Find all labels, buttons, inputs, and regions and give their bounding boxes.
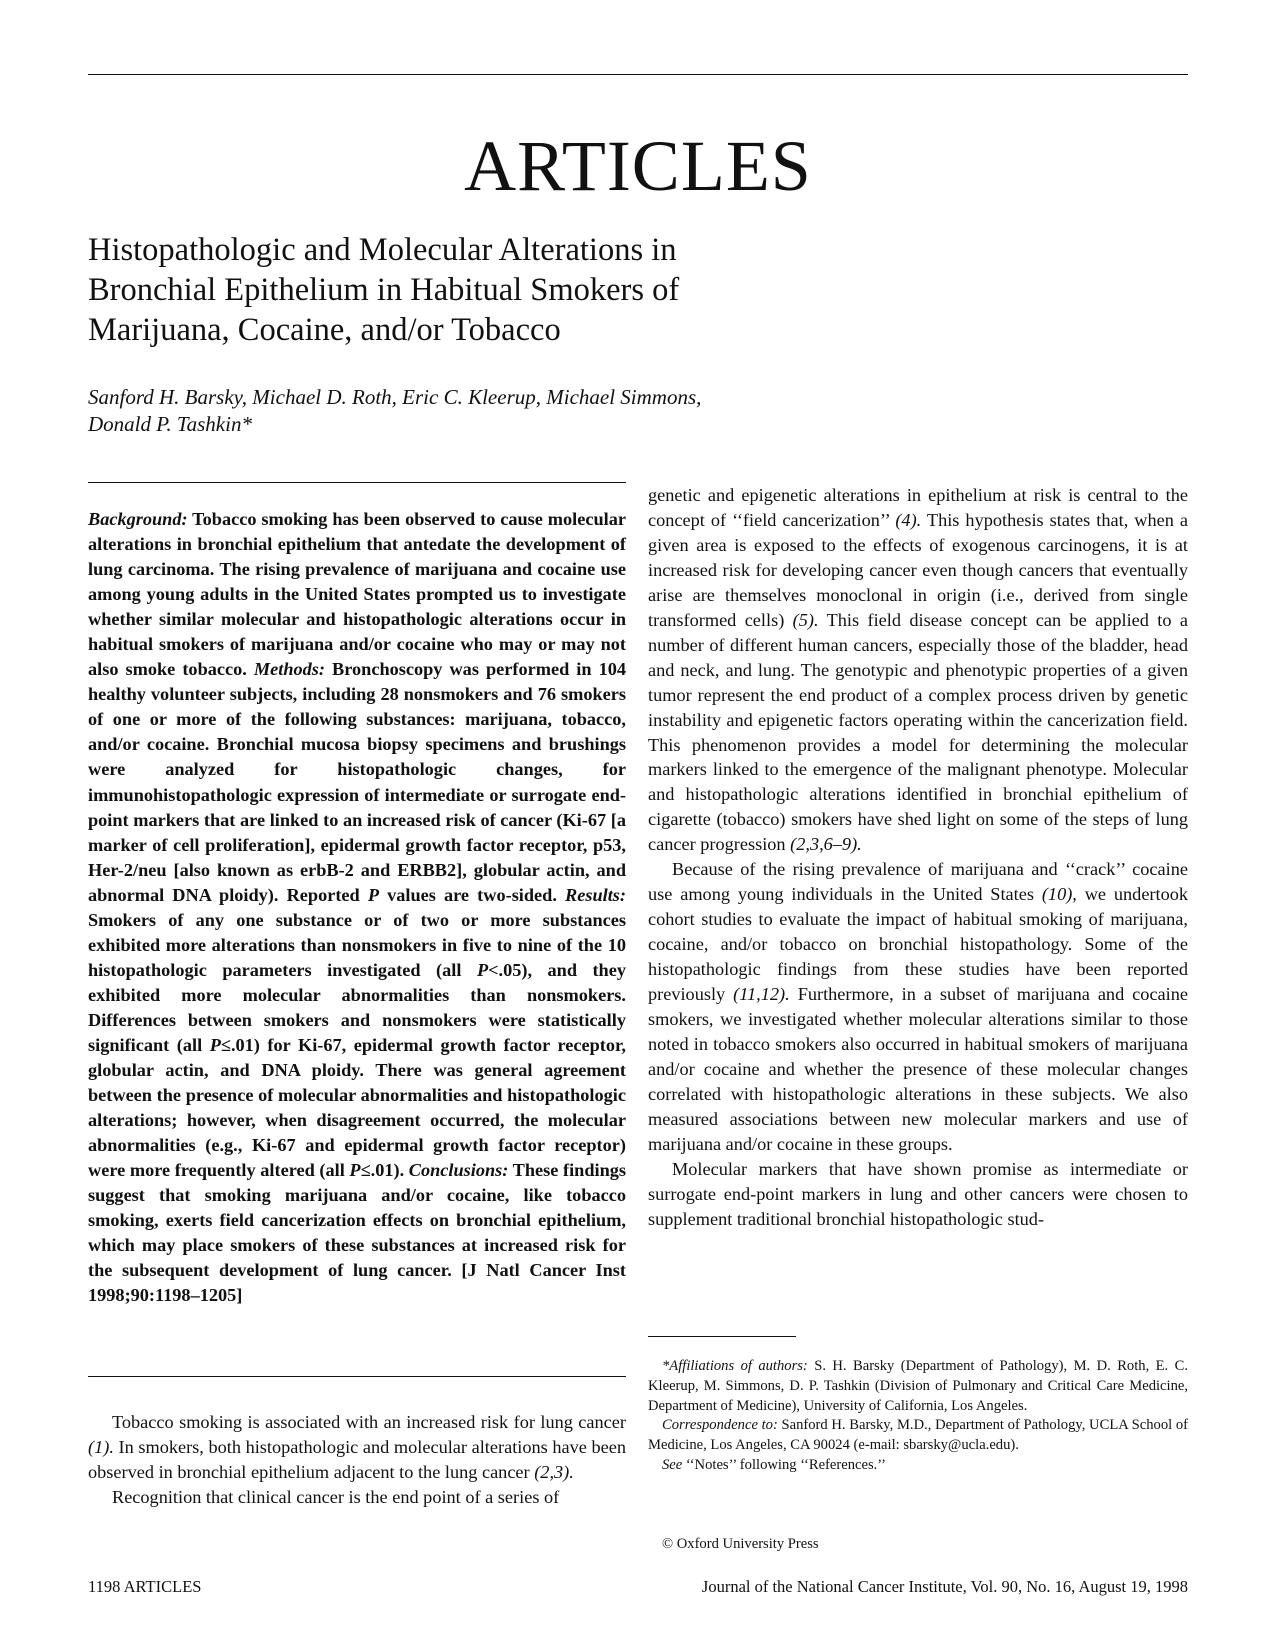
background-text: Tobacco smoking has been observed to cause molecular alterations in bronchial epithelium that antedate the development of lung carcinoma. The rising prevalence of marijuana and cocaine use among young adults in the United States prompted us to investigate whether similar molecular and histopathologic alterations occur in habitual smokers of marijuana and/or cocaine who may or may not also smoke tobacco. xyxy=(88,509,626,680)
title-line: Bronchial Epithelium in Habitual Smokers of xyxy=(88,272,680,308)
abstract-bottom-rule xyxy=(88,1376,626,1377)
results-text: ≤.01). xyxy=(360,1160,405,1181)
footnote-label: See xyxy=(662,1456,683,1473)
footnote-label: *Affiliations of authors: xyxy=(662,1358,808,1374)
title-line: Histopathologic and Molecular Alterations in xyxy=(88,232,677,268)
footnote-text: S. H. Barsky (Department of Pathology), M. D. Roth, E. C. Kleerup, M. Simmons, D. P. Tashkin (Division of Pulmonary and Critical Care Medicine, Department of Medicine), University of California, Los Angeles. xyxy=(648,1358,1188,1414)
background-label: Background: xyxy=(88,509,188,529)
p-value-symbol: P xyxy=(209,1034,221,1055)
p-value-symbol: P xyxy=(367,884,379,905)
article-title xyxy=(88,230,788,350)
body-paragraph: Recognition that clinical cancer is the end point of a series of xyxy=(112,1486,560,1507)
correspondence-footnote xyxy=(648,1416,1188,1456)
body-text: we undertook cohort studies to evaluate the impact of habitual smoking of marijuana, cocaine, and/or tobacco on bronchial histopathology. Some of the histopathologic findings from these studies have been reported previously xyxy=(648,884,1189,1005)
top-rule xyxy=(88,74,1188,75)
body-paragraph xyxy=(88,1410,626,1485)
methods-text: Bronchoscopy was performed in 104 healthy volunteer subjects, including 28 nonsmokers and 76 smokers of one or more of the following substances: marijuana, tobacco, and/or cocaine. Bronchial mucosa biopsy specimens and brushings were analyzed for histopathologic changes, for immunohistopathologic expression of intermediate or surrogate end-point markers that are linked to an increased risk of cancer (Ki-67 [a marker of cell proliferation], epidermal growth factor receptor, p53, Her-2/neu [also known as erbB-2 and ERBB2], globular actin, and abnormal DNA ploidy). Reported xyxy=(88,659,626,905)
body-paragraph xyxy=(648,857,1188,1156)
body-text: Furthermore, in a subset of marijuana and cocaine smokers, we investigated whether molecular alterations similar to those noted in tobacco smokers also occurred in habitual smokers of marijuana and/or cocaine and whether the presence of these molecular changes correlated with histopathologic alterations in these subjects. We also measured associations between new molecular markers and use of marijuana and/or cocaine in these groups. xyxy=(648,984,1189,1154)
body-text: This hypothesis states that, when a given area is exposed to the effects of exogenous carcinogens, it is at increased risk for developing cancer even though cancers that eventually arise are themselves monoclonal in origin (i.e., derived from single transformed cells) xyxy=(648,509,1188,630)
section-heading: ARTICLES xyxy=(464,126,812,206)
body-paragraph xyxy=(648,483,1188,857)
conclusions-label: Conclusions: xyxy=(408,1160,509,1181)
p-value-symbol: P xyxy=(476,959,489,980)
copyright-notice: © Oxford University Press xyxy=(662,1536,819,1552)
footnotes xyxy=(648,1357,1188,1476)
citation: (1). xyxy=(88,1436,114,1457)
citation: (11,12). xyxy=(733,984,790,1005)
results-text: Smokers of any one substance or of two or more substances exhibited more alterations than nonsmokers in five to nine of the 10 histopathologic parameters investigated (all xyxy=(88,909,626,980)
body-text: This field disease concept can be applied to a number of different human cancers, especially those of the bladder, head and neck, and lung. The genotypic and phenotypic properties of a given tumor represent the end product of a complex process driven by genetic instability and epigenetic factors operating within the cancerization field. This phenomenon provides a model for determining the molecular markers linked to the emergence of the malignant phenotype. Molecular and histopathologic alterations identified in bronchial epithelium of cigarette (tobacco) smokers have shed light on some of the steps of lung cancer progression xyxy=(648,609,1188,855)
author-list xyxy=(88,384,888,438)
abstract xyxy=(88,507,626,1309)
citation: (5). xyxy=(792,609,819,630)
results-text: ≤.01) for Ki-67, epidermal growth factor receptor, globular actin, and DNA ploidy. There was general agreement between the presence of molecular abnormalities and histopathologic alterations; however, when disagreement occurred, the molecular abnormalities (e.g., Ki-67 and epidermal growth factor receptor) were more frequently altered (all xyxy=(88,1034,626,1181)
page-footer-right: Journal of the National Cancer Institute, Vol. 90, No. 16, August 19, 1998 xyxy=(701,1577,1188,1596)
body-text: Tobacco smoking is associated with an increased risk for lung cancer xyxy=(112,1412,626,1432)
body-text: In smokers, both histopathologic and molecular alterations have been observed in bronchial epithelium adjacent to the lung cancer xyxy=(88,1436,626,1482)
conclusions-text: These findings suggest that smoking marijuana and/or cocaine, like tobacco smoking, exerts field cancerization effects on bronchial epithelium, which may place smokers of these substances at increased risk for the subsequent development of lung cancer. [J Natl Cancer Inst 1998;90:1198–1205] xyxy=(88,1160,627,1306)
footnote-text: ‘‘Notes’’ following ‘‘References.’’ xyxy=(685,1456,886,1473)
p-value-symbol: P xyxy=(349,1160,361,1181)
affiliations-footnote xyxy=(648,1357,1188,1416)
authors-line: Donald P. Tashkin* xyxy=(88,412,252,436)
footnote-label: Correspondence to: xyxy=(662,1417,778,1434)
abstract-top-rule xyxy=(88,482,626,483)
footnote-text: Sanford H. Barsky, M.D., Department of Pathology, UCLA School of Medicine, Los Angeles, CA 90024 (e-mail: sbarsky@ucla.edu). xyxy=(648,1417,1189,1454)
results-text: <.05), and they exhibited more molecular abnormalities than nonsmokers. Differences between smokers and nonsmokers were statistically significant (all xyxy=(88,959,626,1055)
footnote-rule xyxy=(648,1336,796,1337)
citation: (2,3,6–9). xyxy=(790,834,862,855)
citation: (10), xyxy=(1041,884,1077,905)
authors-line: Sanford H. Barsky, Michael D. Roth, Eric C. Kleerup, Michael Simmons, xyxy=(88,385,702,409)
notes-footnote xyxy=(648,1456,1188,1476)
right-column-body xyxy=(648,483,1188,1232)
left-column-body xyxy=(88,1410,626,1510)
body-text: genetic and epigenetic alterations in epithelium at risk is central to the concept of ‘‘field cancerization’’ xyxy=(648,485,1188,530)
citation: (4). xyxy=(895,509,922,530)
methods-text-tail: values are two-sided. xyxy=(387,884,557,905)
title-line: Marijuana, Cocaine, and/or Tobacco xyxy=(88,312,561,348)
body-paragraph: Molecular markers that have shown promise as intermediate or surrogate end-point markers in lung and other cancers were chosen to supplement traditional bronchial histopathologic stud- xyxy=(648,1158,1188,1229)
results-label: Results: xyxy=(565,884,626,905)
body-text: Because of the rising prevalence of marijuana and ‘‘crack’’ cocaine use among young individuals in the United States xyxy=(648,859,1188,905)
methods-label: Methods: xyxy=(253,659,325,680)
page-footer-left: 1198 ARTICLES xyxy=(88,1577,202,1596)
citation: (2,3). xyxy=(534,1461,574,1482)
